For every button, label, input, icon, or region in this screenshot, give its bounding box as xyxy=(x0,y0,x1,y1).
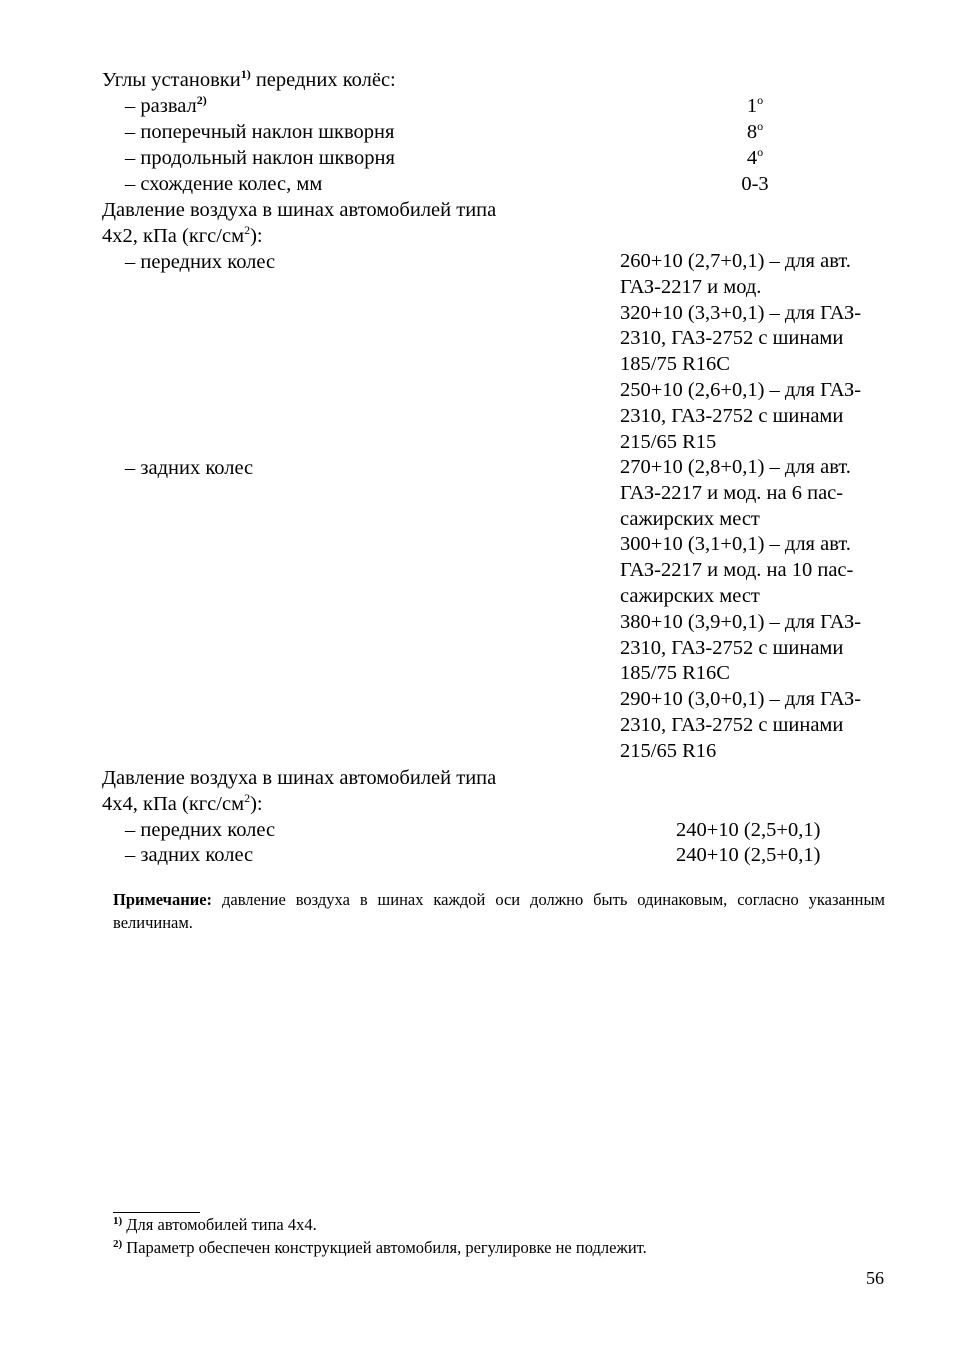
value-line: сажирских мест xyxy=(620,507,760,530)
pressure-4x4-heading-line2: 4x4, кПа $(кгс/см^2)$: xyxy=(102,791,263,815)
value-line: 2310, ГАЗ-2752 с шинами xyxy=(620,404,844,427)
kingpin-longitudinal-label: – продольный наклон шкворня xyxy=(125,147,395,169)
value-line: 2310, ГАЗ-2752 с шинами xyxy=(620,713,844,736)
value-line: 250+10 (2,6+0,1) – для ГАЗ- xyxy=(620,378,862,401)
value-line: сажирских мест xyxy=(620,584,760,607)
note-text: давление воздуха в шинах каждой оси должно быть одинаковым, согласно указанным величинам. xyxy=(113,890,885,932)
toe-label: – схождение колес, мм xyxy=(125,173,323,195)
pressure-4x4-heading-line1: Давление воздуха в шинах автомобилей типа xyxy=(102,767,497,789)
pressure-4x2-front-values xyxy=(620,249,900,455)
value-line: 185/75 R16C xyxy=(620,662,730,685)
value-line: 2310, ГАЗ-2752 с шинами xyxy=(620,327,844,350)
camber-label: – развал$^{2)}$ xyxy=(125,93,207,117)
value-line: 320+10 (3,3+0,1) – для ГАЗ- xyxy=(620,301,862,324)
pressure-4x2-rear-values xyxy=(620,455,900,765)
kingpin-lateral-label: – поперечный наклон шкворня xyxy=(125,121,395,143)
page-number: 56 xyxy=(866,1268,884,1288)
alignment-heading: Углы установки$^{1)}$ передних колёс: xyxy=(102,67,396,91)
value-line: 2310, ГАЗ-2752 с шинами xyxy=(620,636,844,659)
value-line: 185/75 R16C xyxy=(620,353,730,376)
footnote-separator xyxy=(113,1212,200,1213)
value-line: ГАЗ-2217 и мод. на 10 пас- xyxy=(620,559,854,582)
pressure-4x4-rear-value: 240+10 (2,5+0,1) xyxy=(676,844,821,866)
camber-value: $1^о$ xyxy=(746,93,764,117)
pressure-4x2-heading-line2: 4x2, кПа $(кгс/см^2)$: xyxy=(102,223,263,247)
pressure-4x4-rear-label: – задних колес xyxy=(125,844,254,866)
value-line: 215/65 R15 xyxy=(620,430,717,453)
kingpin-lateral-value: $8^о$ xyxy=(746,119,764,143)
value-line: 260+10 (2,7+0,1) – для авт. xyxy=(620,250,851,272)
value-line: 270+10 (2,8+0,1) – для авт. xyxy=(620,456,851,478)
value-line: ГАЗ-2217 и мод. xyxy=(620,275,762,298)
footnote-1: $^{1)}$ Для автомобилей типа 4x4. xyxy=(113,1215,317,1234)
note-paragraph xyxy=(113,888,885,934)
value-line: 290+10 (3,0+0,1) – для ГАЗ- xyxy=(620,688,862,711)
pressure-4x2-front-label: – передних колес xyxy=(125,251,276,273)
value-line: 380+10 (3,9+0,1) – для ГАЗ- xyxy=(620,610,862,633)
footnote-2: $^{2)}$ Параметр обеспечен конструкцией автомобиля, регулировке не подлежит. xyxy=(113,1238,647,1257)
value-line: 215/65 R16 xyxy=(620,739,717,762)
kingpin-longitudinal-value: $4^о$ xyxy=(746,145,764,169)
pressure-4x4-front-label: – передних колес xyxy=(125,819,276,841)
note-label: Примечание: xyxy=(113,890,213,909)
toe-value: 0-3 xyxy=(741,173,769,195)
pressure-4x2-rear-label: – задних колес xyxy=(125,457,254,479)
pressure-4x2-heading-line1: Давление воздуха в шинах автомобилей типа xyxy=(102,199,497,221)
value-line: ГАЗ-2217 и мод. на 6 пас- xyxy=(620,481,844,504)
pressure-4x4-front-value: 240+10 (2,5+0,1) xyxy=(676,819,821,841)
value-line: 300+10 (3,1+0,1) – для авт. xyxy=(620,533,851,556)
